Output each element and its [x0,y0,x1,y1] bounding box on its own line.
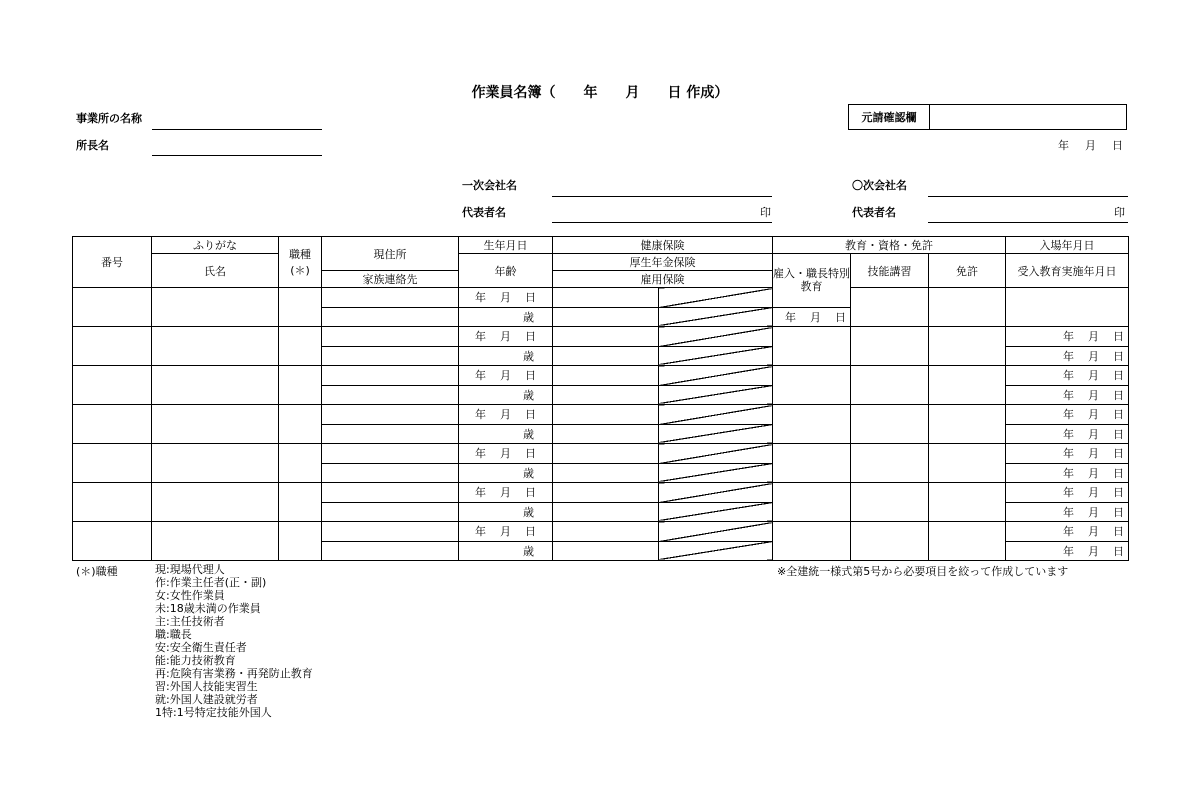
year-label: 年 [1063,544,1075,558]
cell-name[interactable] [152,522,279,561]
cell-entry-date[interactable] [1006,366,1129,386]
age-label: 歳 [523,310,534,324]
month-label: 月 [1088,544,1100,558]
legend-item: 1特:1号特定技能外国人 [155,706,272,719]
cell-age[interactable] [459,424,553,444]
cell-pension-slash [659,463,773,483]
month-label: 月 [1088,466,1100,480]
date-month: 月 [1085,139,1096,152]
office-name-label: 事業所の名称 [76,112,142,125]
cell-name[interactable] [152,288,279,327]
day-label: 日 [835,310,846,324]
cell-address[interactable] [322,444,459,464]
cell-health-slash [659,405,773,425]
cell-skill[interactable] [929,288,1006,327]
cell-skill[interactable] [851,405,929,444]
day-label: 日 [525,447,536,461]
cell-health-slash [659,483,773,503]
day-label: 日 [1113,486,1125,500]
cell-age[interactable] [459,541,553,561]
cell-special-edu[interactable] [773,327,851,366]
cell-license[interactable] [929,444,1006,483]
prime-confirm-box [848,104,1127,130]
cell-number[interactable] [73,327,152,366]
cell-skill[interactable] [851,522,929,561]
cell-special-edu[interactable] [773,405,851,444]
date-ymd [475,484,536,500]
table-row [73,522,1129,542]
header-birth: 生年月日 [459,237,553,254]
header-furigana: ふりがな [152,237,279,254]
cell-health-slash [659,327,773,347]
month-label: 月 [1088,486,1100,500]
date-ymd [475,523,536,539]
cell-license[interactable] [929,366,1006,405]
cell-health-slash [659,444,773,464]
cell-license[interactable] [929,405,1006,444]
cell-name[interactable] [152,483,279,522]
month-label: 月 [1088,330,1100,344]
cell-health[interactable] [553,483,659,503]
year-label: 年 [475,447,486,461]
header-entry: 入場年月日 [1006,237,1129,254]
header-pension: 厚生年金保険 [553,254,773,271]
cell-age[interactable] [459,307,553,327]
date-ymd [785,309,846,325]
legend-list [155,563,313,719]
legend-item: 作:作業主任者(正・副) [155,576,267,589]
cell-health[interactable] [553,366,659,386]
month-label: 月 [1088,525,1100,539]
cell-number[interactable] [73,522,152,561]
month-label: 月 [1088,447,1100,461]
day-label: 日 [525,408,536,422]
cell-birth[interactable] [459,483,553,503]
cell-pension[interactable] [553,541,659,561]
cell-number[interactable] [73,483,152,522]
cell-skill[interactable] [851,327,929,366]
cell-induction-date[interactable] [1006,541,1129,561]
cell-induction-date[interactable] [773,307,851,327]
cell-job[interactable] [279,366,322,405]
header-edu: 教育・資格・免許 [773,237,1006,254]
year-label: 年 [1063,369,1075,383]
age-label: 歳 [523,427,534,441]
cell-age[interactable] [459,346,553,366]
header-license: 免許 [929,254,1006,288]
cell-induction-date[interactable] [1006,463,1129,483]
year-label: 年 [1063,525,1075,539]
year-label: 年 [1063,447,1075,461]
cell-license[interactable] [1006,288,1129,327]
day-label: 日 [1113,408,1125,422]
legend-item: 能:能力技術教育 [155,654,236,667]
cell-number[interactable] [73,405,152,444]
cell-address[interactable] [322,288,459,308]
header-name: 氏名 [152,254,279,288]
date-ymd [1063,523,1124,539]
date-ymd [475,445,536,461]
date-ymd [475,328,536,344]
nth-company-field[interactable] [928,196,1128,197]
table-row [73,444,1129,464]
table-row [73,366,1129,386]
confirm-field[interactable] [930,105,1126,129]
cell-birth[interactable] [459,366,553,386]
date-ymd [1063,504,1124,520]
date-ymd [1063,426,1124,442]
year-label: 年 [475,330,486,344]
cell-skill[interactable] [851,483,929,522]
cell-skill[interactable] [851,366,929,405]
table-row [73,327,1129,347]
legend-item: 就:外国人建設就労者 [155,693,258,706]
cell-pension-slash [659,424,773,444]
day-label: 日 [1113,330,1125,344]
header-number: 番号 [73,237,152,288]
cell-address[interactable] [322,522,459,542]
month-label: 月 [500,369,511,383]
primary-company-label: 一次会社名 [462,179,517,192]
year-label: 年 [475,291,486,305]
month-label: 月 [500,408,511,422]
year-label: 年 [475,486,486,500]
age-label: 歳 [523,544,534,558]
header-special-edu: 雇入・職長特別教育 [773,254,851,308]
cell-contact[interactable] [322,385,459,405]
table-row [73,405,1129,425]
date-ymd [1063,387,1124,403]
cell-address[interactable] [322,483,459,503]
office-name-field[interactable] [152,129,322,130]
month-label: 月 [1088,349,1100,363]
date-ymd [475,406,536,422]
day-label: 日 [525,369,536,383]
legend-item: 未:18歳未満の作業員 [155,602,261,615]
cell-pension-slash [659,307,773,327]
cell-contact[interactable] [322,463,459,483]
month-label: 月 [1088,369,1100,383]
cell-pension[interactable] [553,463,659,483]
date-ymd [1063,543,1124,559]
month-label: 月 [810,310,821,324]
month-label: 月 [500,330,511,344]
header-age: 年齢 [459,254,553,288]
year-label: 年 [1063,466,1075,480]
cell-age[interactable] [459,502,553,522]
cell-number[interactable] [73,444,152,483]
cell-address[interactable] [322,327,459,347]
year-label: 年 [785,310,796,324]
cell-entry-date[interactable] [1006,405,1129,425]
cell-contact[interactable] [322,346,459,366]
header-contact: 家族連絡先 [322,271,459,288]
cell-entry-date[interactable] [1006,483,1129,503]
month-label: 月 [500,291,511,305]
year-label: 年 [475,525,486,539]
year-label: 年 [475,369,486,383]
cell-age[interactable] [459,463,553,483]
cell-pension[interactable] [553,346,659,366]
cell-induction-date[interactable] [1006,346,1129,366]
table-row [73,483,1129,503]
age-label: 歳 [523,466,534,480]
cell-special-edu[interactable] [773,483,851,522]
cell-job[interactable] [279,522,322,561]
legend-item: 職:職長 [155,628,192,641]
year-label: 年 [1063,330,1075,344]
cell-pension-slash [659,385,773,405]
year-label: 年 [1063,408,1075,422]
header-address: 現住所 [322,237,459,271]
confirm-date [1058,137,1123,153]
day-label: 日 [1113,427,1125,441]
legend-item: 習:外国人技能実習生 [155,680,258,693]
age-label: 歳 [523,505,534,519]
header-job-label: 職種 [289,248,311,261]
cell-contact[interactable] [322,502,459,522]
primary-company-field[interactable] [552,196,772,197]
year-label: 年 [475,408,486,422]
cell-job[interactable] [279,405,322,444]
date-ymd [1063,328,1124,344]
cell-contact[interactable] [322,541,459,561]
day-label: 日 [1113,544,1125,558]
cell-induction-date[interactable] [1006,385,1129,405]
legend-item: 再:危険有害業務・再発防止教育 [155,667,313,680]
age-label: 歳 [523,388,534,402]
cell-license[interactable] [929,522,1006,561]
primary-rep-label: 代表者名 [462,206,506,219]
year-label: 年 [1063,349,1075,363]
cell-pension-slash [659,502,773,522]
cell-special-edu[interactable] [773,444,851,483]
legend-item: 安:安全衛生責任者 [155,641,247,654]
legend-item: 主:主任技術者 [155,615,225,628]
cell-job[interactable] [279,327,322,366]
footnote: ※全建統一様式第5号から必要項目を絞って作成しています [777,565,1069,578]
day-label: 日 [1113,349,1125,363]
date-ymd [475,289,536,305]
cell-health[interactable] [553,327,659,347]
month-label: 月 [500,447,511,461]
cell-special-edu[interactable] [773,522,851,561]
month-label: 月 [500,525,511,539]
header-induction: 受入教育実施年月日 [1006,254,1129,288]
day-label: 日 [1113,447,1125,461]
date-ymd [1063,484,1124,500]
cell-birth[interactable] [459,405,553,425]
cell-induction-date[interactable] [1006,502,1129,522]
month-label: 月 [1088,427,1100,441]
cell-skill[interactable] [851,444,929,483]
month-label: 月 [500,486,511,500]
cell-address[interactable] [322,366,459,386]
day-label: 日 [525,525,536,539]
table-row [73,288,1129,308]
worker-roster-table [72,236,1129,561]
cell-job[interactable] [279,444,322,483]
cell-health-slash [659,288,773,308]
date-ymd [1063,348,1124,364]
date-ymd [1063,367,1124,383]
cell-special-edu[interactable] [773,366,851,405]
legend-item: 女:女性作業員 [155,589,225,602]
date-ymd [1063,465,1124,481]
cell-health[interactable] [553,444,659,464]
cell-job[interactable] [279,288,322,327]
date-ymd [475,367,536,383]
nth-rep-label: 代表者名 [852,206,896,219]
form-title: 作業員名簿（ 年 月 日 作成） [471,85,729,101]
year-label: 年 [1063,388,1075,402]
cell-birth[interactable] [459,522,553,542]
cell-pension-slash [659,541,773,561]
cell-job[interactable] [279,483,322,522]
cell-name[interactable] [152,327,279,366]
cell-number[interactable] [73,288,152,327]
cell-health-slash [659,366,773,386]
month-label: 月 [1088,505,1100,519]
year-label: 年 [1063,486,1075,500]
primary-seal: 印 [760,206,771,219]
cell-address[interactable] [322,405,459,425]
header-employment: 雇用保険 [553,271,773,288]
nth-company-label: 〇次会社名 [852,179,907,192]
cell-health[interactable] [553,405,659,425]
date-ymd [1063,406,1124,422]
cell-number[interactable] [73,366,152,405]
confirm-label: 元請確認欄 [849,105,930,129]
header-health: 健康保険 [553,237,773,254]
age-label: 歳 [523,349,534,363]
day-label: 日 [1113,369,1125,383]
cell-entry-date[interactable] [1006,522,1129,542]
header-job-note: (＊) [290,264,310,277]
day-label: 日 [525,486,536,500]
cell-pension[interactable] [553,424,659,444]
cell-health-slash [659,522,773,542]
cell-license[interactable] [929,327,1006,366]
cell-contact[interactable] [322,307,459,327]
cell-pension[interactable] [553,307,659,327]
day-label: 日 [1113,525,1125,539]
legend-item: 現:現場代理人 [155,563,225,576]
nth-seal: 印 [1114,206,1125,219]
header-skill: 技能講習 [851,254,929,288]
date-ymd [1063,445,1124,461]
cell-health[interactable] [553,288,659,308]
cell-birth[interactable] [459,327,553,347]
day-label: 日 [1113,466,1125,480]
cell-entry-date[interactable] [1006,327,1129,347]
director-label: 所長名 [76,139,109,152]
header-job [279,237,322,288]
month-label: 月 [1088,388,1100,402]
cell-pension-slash [659,346,773,366]
cell-license[interactable] [929,483,1006,522]
year-label: 年 [1063,505,1075,519]
cell-birth[interactable] [459,288,553,308]
cell-entry-date[interactable] [1006,444,1129,464]
legend-title: (＊)職種 [76,565,118,578]
year-label: 年 [1063,427,1075,441]
cell-birth[interactable] [459,444,553,464]
cell-name[interactable] [152,444,279,483]
cell-induction-date[interactable] [1006,424,1129,444]
date-day: 日 [1112,139,1123,152]
cell-pension[interactable] [553,502,659,522]
cell-name[interactable] [152,405,279,444]
nth-rep-field[interactable] [928,222,1128,223]
day-label: 日 [1113,505,1125,519]
cell-health[interactable] [553,522,659,542]
cell-contact[interactable] [322,424,459,444]
day-label: 日 [525,291,536,305]
day-label: 日 [525,330,536,344]
primary-rep-field[interactable] [552,222,772,223]
cell-special-edu[interactable] [851,288,929,327]
day-label: 日 [1113,388,1125,402]
cell-age[interactable] [459,385,553,405]
director-field[interactable] [152,155,322,156]
cell-name[interactable] [152,366,279,405]
date-year: 年 [1058,139,1069,152]
month-label: 月 [1088,408,1100,422]
cell-pension[interactable] [553,385,659,405]
